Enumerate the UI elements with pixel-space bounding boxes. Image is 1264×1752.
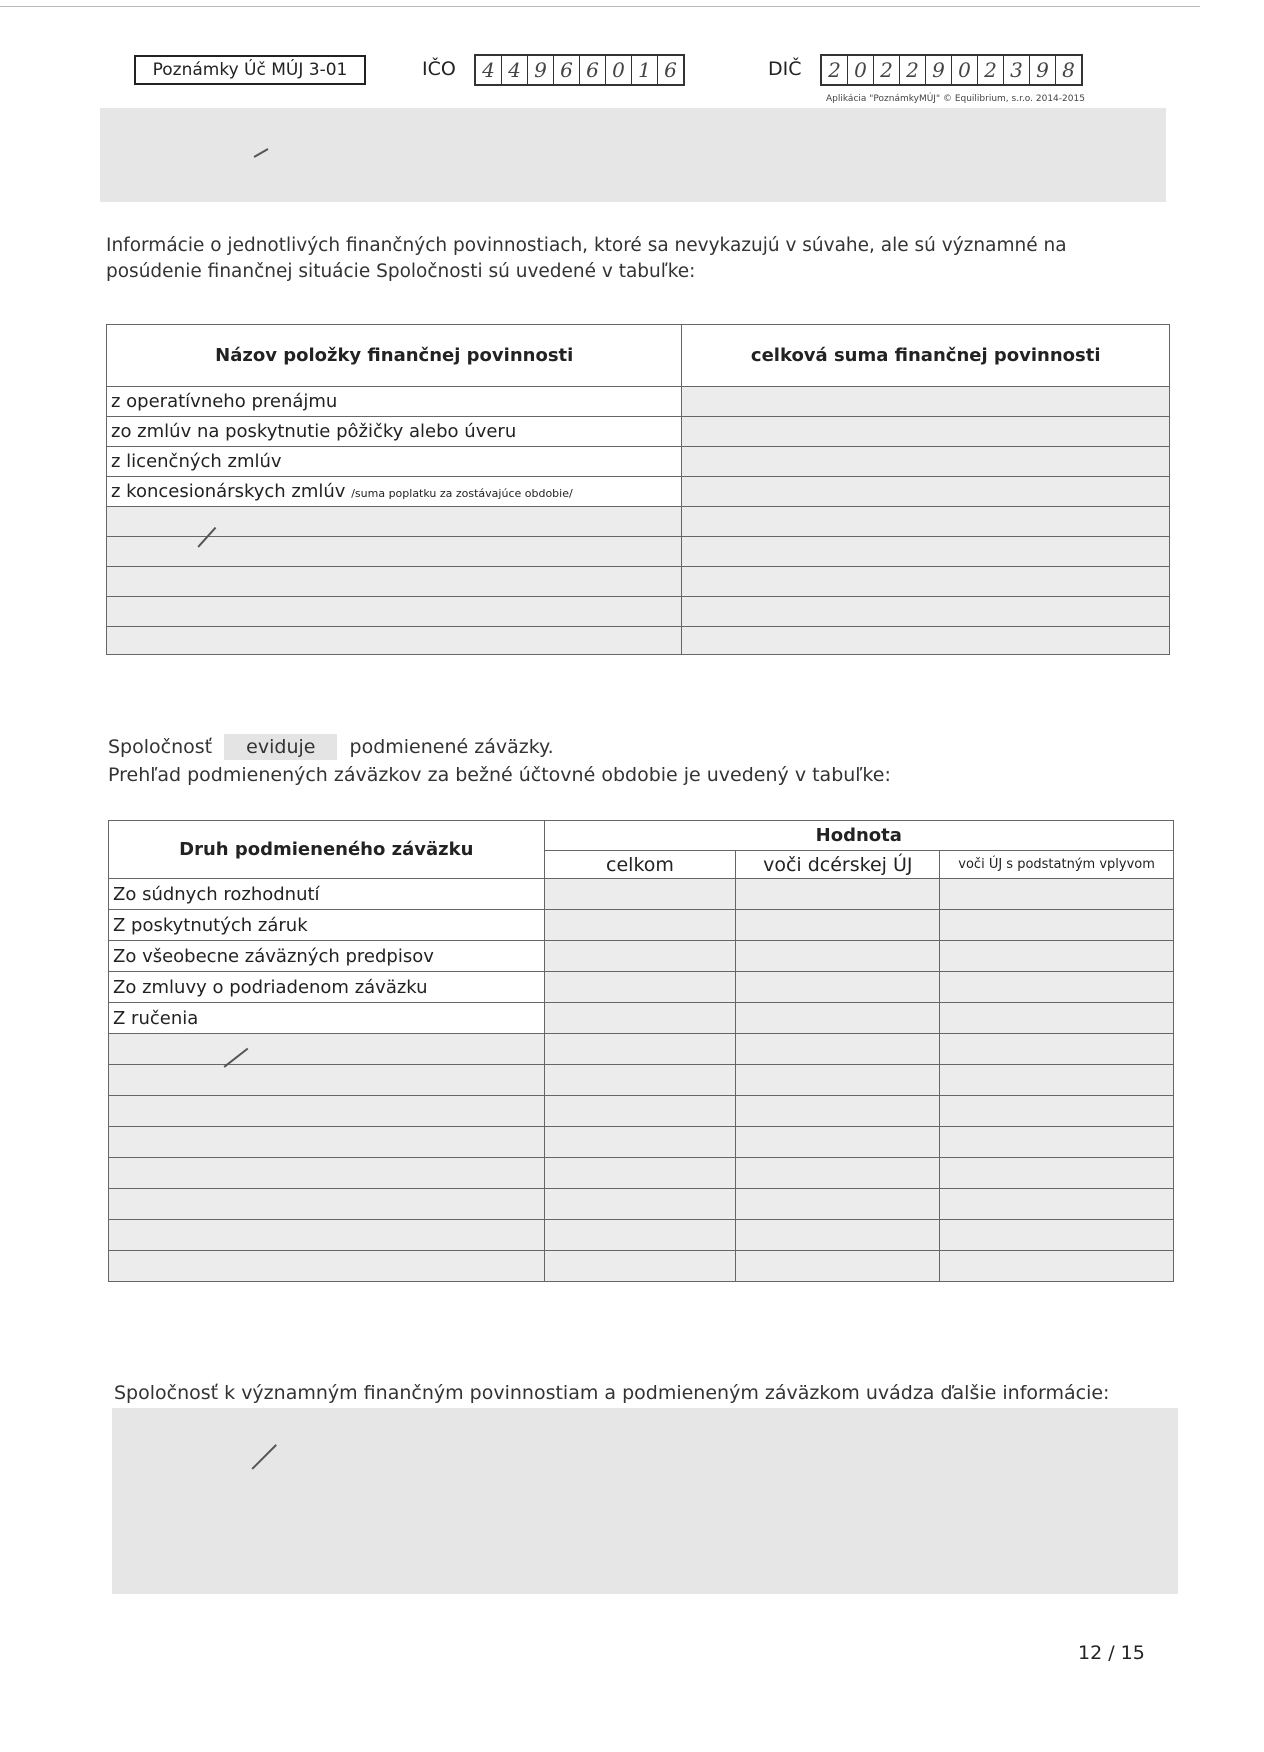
table-cell-empty [736, 1189, 940, 1220]
table-cell-empty [109, 1034, 545, 1065]
table-cell-empty [109, 1189, 545, 1220]
dic-digit: 8 [1062, 58, 1075, 82]
page-number: 12 / 15 [1078, 1642, 1145, 1664]
ico-digit: 9 [528, 56, 554, 84]
table-cell-empty [736, 1251, 940, 1282]
table-cell-empty [109, 1096, 545, 1127]
table-cell-empty [107, 567, 682, 597]
table-cell-empty [940, 941, 1174, 972]
table-cell-empty [109, 1065, 545, 1096]
ico-digit: 1 [632, 56, 658, 84]
table-row-label: Zo zmluvy o podriadenom záväzku [109, 972, 545, 1003]
table-cell-empty [940, 1251, 1174, 1282]
table-cell-empty [109, 1251, 545, 1282]
column-header-value: Hodnota [544, 821, 1173, 851]
dic-digit-boxes [820, 54, 1083, 86]
table-cell-empty [736, 1127, 940, 1158]
table-row-label: Z ručenia [109, 1003, 545, 1034]
top-rule [0, 6, 1200, 7]
table-cell-empty [940, 1096, 1174, 1127]
table-cell-empty [736, 1220, 940, 1251]
table-cell-empty [107, 597, 682, 627]
dic-digit: 2 [822, 56, 848, 84]
table-row-label: zo zmlúv na poskytnutie pôžičky alebo úveru [107, 417, 682, 447]
ico-digit: 4 [476, 56, 502, 84]
subheader-subsidiary: voči dcérskej ÚJ [736, 851, 940, 879]
dic-label: DIČ [768, 58, 802, 80]
table-cell-empty [682, 477, 1170, 507]
table-cell-empty [109, 1220, 545, 1251]
table-cell-empty [544, 1158, 736, 1189]
contingent-liabilities-table [108, 820, 1174, 1282]
table-cell-empty [940, 972, 1174, 1003]
subheader-total: celkom [544, 851, 736, 879]
contingent-liabilities-statement [108, 734, 554, 760]
statement-suffix: podmienené záväzky. [349, 736, 554, 758]
column-header-item-name: Názov položky finančnej povinnosti [107, 325, 682, 387]
table-cell-empty [736, 1003, 940, 1034]
table-cell-empty [736, 1096, 940, 1127]
form-id-box: Poznámky Úč MÚJ 3-01 [134, 55, 366, 85]
table-cell-empty [544, 972, 736, 1003]
table-cell-empty [940, 1065, 1174, 1096]
table-cell-empty [682, 447, 1170, 477]
financial-obligations-intro: Informácie o jednotlivých finančných povinnostiach, ktoré sa nevykazujú v súvahe, ale sú významné na posúdenie finančnej situácie Spoločnosti sú uvedené v tabuľke: [106, 235, 1067, 282]
dic-digit: 9 [926, 56, 952, 84]
dic-digit: 0 [848, 56, 874, 84]
table-row-label: z operatívneho prenájmu [107, 387, 682, 417]
application-credit: Aplikácia "PoznámkyMÚJ" © Equilibrium, s.r.o. 2014-2015 [826, 94, 1085, 104]
table-row-label [107, 477, 682, 507]
table-cell-empty [736, 941, 940, 972]
eviduje-value: eviduje [224, 734, 337, 760]
table-row-label: Z poskytnutých záruk [109, 910, 545, 941]
ico-digit: 6 [580, 56, 606, 84]
table-cell-empty [109, 1158, 545, 1189]
table-cell-empty [682, 387, 1170, 417]
ico-digit: 6 [554, 56, 580, 84]
table-cell-empty [682, 627, 1170, 655]
table-cell-empty [736, 1034, 940, 1065]
statement-prefix: Spoločnosť [108, 736, 213, 758]
table-row-label: Zo všeobecne záväzných predpisov [109, 941, 545, 972]
additional-info-area [112, 1408, 1178, 1594]
ico-digit: 0 [606, 56, 632, 84]
table-cell-empty [107, 627, 682, 655]
contingent-liabilities-intro: Prehľad podmienených záväzkov za bežné účtovné obdobie je uvedený v tabuľke: [108, 764, 891, 786]
dic-digit: 2 [874, 56, 900, 84]
ico-digit: 4 [502, 56, 528, 84]
table-cell-empty [544, 1127, 736, 1158]
column-header-liability-type: Druh podmieneného záväzku [109, 821, 545, 879]
table-cell-empty [940, 1003, 1174, 1034]
column-header-total-amount: celková suma finančnej povinnosti [682, 325, 1170, 387]
table-cell-empty [940, 1158, 1174, 1189]
row-main-text: z koncesionárskych zmlúv [111, 481, 346, 502]
table-row-label: z licenčných zmlúv [107, 447, 682, 477]
table-cell-empty [109, 1127, 545, 1158]
table-cell-empty [544, 941, 736, 972]
table-cell-empty [940, 910, 1174, 941]
table-cell-empty [544, 1189, 736, 1220]
dic-digit: 3 [1004, 56, 1030, 84]
table-cell-empty [736, 972, 940, 1003]
table-cell-empty [544, 1003, 736, 1034]
table-cell-empty [736, 1158, 940, 1189]
table-cell-empty [682, 417, 1170, 447]
table-cell-empty [940, 1034, 1174, 1065]
table-cell-empty [940, 1189, 1174, 1220]
table-cell-empty [736, 910, 940, 941]
table-cell-empty [544, 1096, 736, 1127]
table-cell-empty [940, 1220, 1174, 1251]
table-cell-empty [682, 507, 1170, 537]
table-cell-empty [544, 910, 736, 941]
table-cell-empty [544, 1034, 736, 1065]
ico-label: IČO [422, 58, 456, 80]
table-cell-empty [544, 1220, 736, 1251]
dic-digit: 9 [1030, 56, 1056, 84]
subheader-significant-influence: voči ÚJ s podstatným vplyvom [940, 851, 1174, 879]
additional-info-intro: Spoločnosť k významným finančným povinnostiam a podmieneným záväzkom uvádza ďalšie informácie: [114, 1382, 1110, 1404]
financial-obligations-table [106, 324, 1170, 655]
dic-digit: 0 [952, 56, 978, 84]
table-cell-empty [544, 1251, 736, 1282]
table-cell-empty [682, 567, 1170, 597]
table-cell-empty [107, 507, 682, 537]
table-cell-empty [544, 1065, 736, 1096]
dic-digit: 2 [978, 56, 1004, 84]
table-row-label: Zo súdnych rozhodnutí [109, 879, 545, 910]
table-cell-empty [736, 879, 940, 910]
table-cell-empty [940, 1127, 1174, 1158]
table-cell-empty [682, 597, 1170, 627]
dic-digit: 2 [900, 56, 926, 84]
ico-digit: 6 [664, 58, 677, 82]
gray-fill-area [100, 108, 1166, 202]
table-cell-empty [682, 537, 1170, 567]
table-cell-empty [940, 879, 1174, 910]
table-cell-empty [736, 1065, 940, 1096]
table-cell-empty [544, 879, 736, 910]
row-note-text: /suma poplatku za zostávajúce obdobie/ [351, 487, 573, 500]
table-cell-empty [107, 537, 682, 567]
ico-digit-boxes [474, 54, 685, 86]
